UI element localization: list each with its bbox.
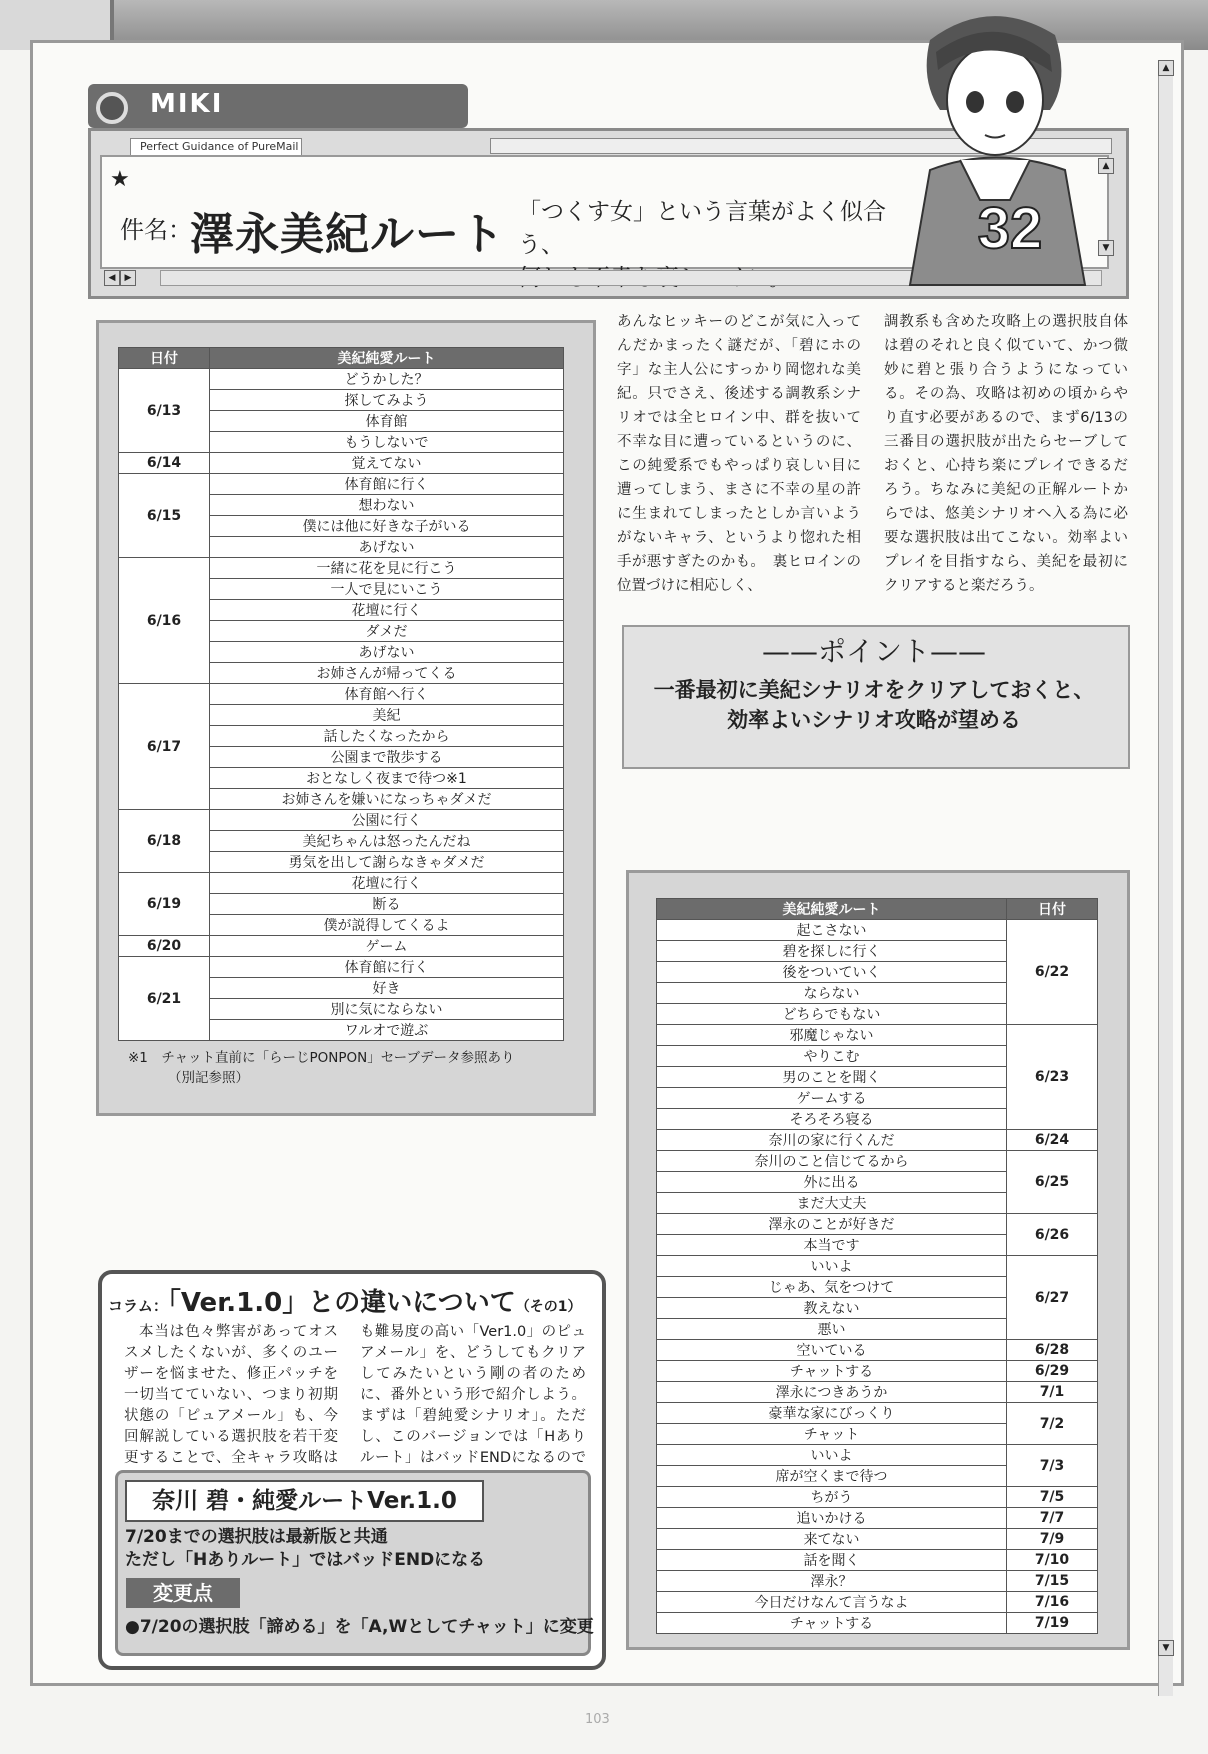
table-row xyxy=(657,1445,1098,1466)
tab-circle-icon xyxy=(96,92,128,124)
page-number: 103 xyxy=(585,1712,610,1727)
scroll-down-icon[interactable]: ▼ xyxy=(1158,1640,1174,1656)
choice-cell: 公園に行く xyxy=(210,810,564,831)
column-prefix: コラム： xyxy=(108,1297,168,1315)
choice-cell: 一緒に花を見に行こう xyxy=(210,558,564,579)
table-row xyxy=(657,1403,1098,1424)
table-row xyxy=(657,1151,1098,1172)
choice-cell: そろそろ寝る xyxy=(657,1109,1007,1130)
date-cell: 6/19 xyxy=(119,873,210,936)
choice-cell: 花壇に行く xyxy=(210,600,564,621)
date-cell: 6/17 xyxy=(119,684,210,810)
date-cell: 7/5 xyxy=(1007,1487,1098,1508)
point-line-1: 一番最初に美紀シナリオをクリアしておくと、 xyxy=(653,678,1095,702)
table-row xyxy=(119,957,564,978)
date-cell: 7/15 xyxy=(1007,1571,1098,1592)
table-row xyxy=(119,558,564,579)
choice-cell: 勇気を出して謝らなきゃダメだ xyxy=(210,852,564,873)
route-table-1 xyxy=(118,347,564,1041)
scroll-up-icon[interactable]: ▲ xyxy=(1158,60,1174,76)
table-row xyxy=(657,1592,1098,1613)
footnote-line-2: （別記参照） xyxy=(168,1070,249,1086)
table-row xyxy=(657,1361,1098,1382)
change-label: 変更点 xyxy=(126,1578,240,1608)
choice-cell: 今日だけなんて言うなよ xyxy=(657,1592,1007,1613)
table2-date-header: 日付 xyxy=(1007,899,1098,920)
table-row xyxy=(657,1487,1098,1508)
character-illustration xyxy=(870,0,1120,290)
choice-cell: 来てない xyxy=(657,1529,1007,1550)
choice-cell: 邪魔じゃない xyxy=(657,1025,1007,1046)
date-cell: 6/24 xyxy=(1007,1130,1098,1151)
star-icon: ★ xyxy=(110,167,130,192)
date-cell: 7/2 xyxy=(1007,1403,1098,1445)
choice-cell: 奈川の家に行くんだ xyxy=(657,1130,1007,1151)
choice-cell: 悪い xyxy=(657,1319,1007,1340)
choice-cell: 覚えてない xyxy=(210,453,564,474)
date-cell: 6/28 xyxy=(1007,1340,1098,1361)
choice-cell: 教えない xyxy=(657,1298,1007,1319)
date-cell: 6/18 xyxy=(119,810,210,873)
change-text: ●7/20の選択肢「諦める」を「A,Wとしてチャット」に変更 xyxy=(125,1617,594,1637)
date-cell: 6/15 xyxy=(119,474,210,558)
choice-cell: チャットする xyxy=(657,1361,1007,1382)
table-row xyxy=(657,1613,1098,1634)
choice-cell: 澤永につきあうか xyxy=(657,1382,1007,1403)
point-text xyxy=(622,675,1126,735)
choice-cell: 好き xyxy=(210,978,564,999)
point-line-2: 効率よいシナリオ攻略が望める xyxy=(727,708,1021,732)
header-scroll-up-icon[interactable]: ▲ xyxy=(1098,158,1114,174)
date-cell: 6/25 xyxy=(1007,1151,1098,1214)
column-text-right: も難易度の高い「Ver1.0」のピュアメール」を、どうしてもクリアしてみたいという剛の者のために、番外という形で紹介しよう。まずは「碧純愛シナリオ」。ただし、このバージョンでは「Hありルート」はバッドENDになるので xyxy=(360,1324,586,1466)
title-prefix: 件名： xyxy=(120,216,192,244)
column-suffix: （その1） xyxy=(515,1299,582,1315)
choice-cell: ならない xyxy=(657,983,1007,1004)
table-row xyxy=(657,1214,1098,1235)
date-cell: 6/14 xyxy=(119,453,210,474)
choice-cell: 外に出る xyxy=(657,1172,1007,1193)
table-row xyxy=(657,1571,1098,1592)
choice-cell: お姉さんが帰ってくる xyxy=(210,663,564,684)
date-cell: 7/16 xyxy=(1007,1592,1098,1613)
choice-cell: 追いかける xyxy=(657,1508,1007,1529)
date-cell: 6/27 xyxy=(1007,1256,1098,1340)
version-text xyxy=(125,1526,485,1572)
date-cell: 7/9 xyxy=(1007,1529,1098,1550)
choice-cell: あげない xyxy=(210,642,564,663)
choice-cell: 僕には他に好きな子がいる xyxy=(210,516,564,537)
table-row xyxy=(657,1256,1098,1277)
choice-cell: 花壇に行く xyxy=(210,873,564,894)
jersey-number: 32 xyxy=(977,196,1043,261)
choice-cell: 空いている xyxy=(657,1340,1007,1361)
choice-cell: 探してみよう xyxy=(210,390,564,411)
table-row xyxy=(657,1508,1098,1529)
table-row xyxy=(119,474,564,495)
choice-cell: 澤永？ xyxy=(657,1571,1007,1592)
choice-cell: チャットする xyxy=(657,1613,1007,1634)
choice-cell: 体育館 xyxy=(210,411,564,432)
column-text-left: 本当は色々弊害があってオススメしたくないが、多くのユーザーを悩ませた、修正パッチを一切当てていない、つまり初期状態の「ピュアメール」も、今回解説している選択肢を若干変更することで、全キャラ攻略は xyxy=(124,1324,338,1466)
date-cell: 6/21 xyxy=(119,957,210,1041)
footnote xyxy=(128,1048,515,1088)
tagline-line-1: 「つくす女」という言葉がよく似合う、 xyxy=(518,199,886,258)
version-line-2: ただし「Hありルート」ではバッドENDになる xyxy=(125,1550,486,1570)
choice-cell: じゃあ、気をつけて xyxy=(657,1277,1007,1298)
choice-cell: どうかした？ xyxy=(210,369,564,390)
choice-cell: 僕が説得してくるよ xyxy=(210,915,564,936)
choice-cell: 本当です xyxy=(657,1235,1007,1256)
choice-cell: 体育館に行く xyxy=(210,474,564,495)
route-table-2 xyxy=(656,898,1098,1634)
choice-cell: ちがう xyxy=(657,1487,1007,1508)
version-line-1: 7/20までの選択肢は最新版と共通 xyxy=(125,1527,388,1547)
choice-cell: やりこむ xyxy=(657,1046,1007,1067)
column-heading xyxy=(108,1282,581,1319)
date-cell: 7/10 xyxy=(1007,1550,1098,1571)
choice-cell: どちらでもない xyxy=(657,1004,1007,1025)
choice-cell: 話したくなったから xyxy=(210,726,564,747)
header-scroll-down-icon[interactable]: ▼ xyxy=(1098,240,1114,256)
choice-cell: 男のことを聞く xyxy=(657,1067,1007,1088)
choice-cell: ダメだ xyxy=(210,621,564,642)
point-title: ——ポイント—— xyxy=(761,635,986,668)
date-cell: 7/1 xyxy=(1007,1382,1098,1403)
choice-cell: 後をついていく xyxy=(657,962,1007,983)
date-cell: 6/13 xyxy=(119,369,210,453)
table-row xyxy=(657,1340,1098,1361)
body-text-col-1: あんなヒッキーのどこが気に入ってんだかまったく謎だが、「碧にホの字」な主人公にすっかり岡惚れな美紀。只でさえ、後述する調教系シナリオでは全ヒロイン中、群を抜いて不幸な目に遭っているというのに、この純愛系でもやっぱり哀しい目に遭ってしまう、まさに不幸の星の許に生まれてしまったとしか言いようがないキャラ、というより惚れた相手が悪すぎたのかも。 裏ヒロインの位置づけに相応しく、 xyxy=(617,314,861,594)
choice-cell: 公園まで散歩する xyxy=(210,747,564,768)
choice-cell: 美紀ちゃんは怒ったんだね xyxy=(210,831,564,852)
date-cell: 6/22 xyxy=(1007,920,1098,1025)
table-row xyxy=(657,1382,1098,1403)
choice-cell: あげない xyxy=(210,537,564,558)
date-cell: 6/16 xyxy=(119,558,210,684)
choice-cell: チャット xyxy=(657,1424,1007,1445)
sub-tag: Perfect Guidance of PureMail xyxy=(140,140,299,153)
choice-cell: 席が空くまで待つ xyxy=(657,1466,1007,1487)
date-cell: 6/26 xyxy=(1007,1214,1098,1256)
date-cell: 7/7 xyxy=(1007,1508,1098,1529)
choice-cell: 起こさない xyxy=(657,920,1007,941)
table-row xyxy=(657,1130,1098,1151)
choice-cell: 澤永のことが好きだ xyxy=(657,1214,1007,1235)
choice-cell: 想わない xyxy=(210,495,564,516)
date-cell: 7/19 xyxy=(1007,1613,1098,1634)
date-cell: 6/20 xyxy=(119,936,210,957)
choice-cell: おとなしく夜まで待つ※1 xyxy=(210,768,564,789)
version-title: 奈川 碧・純愛ルートVer.1.0 xyxy=(125,1480,484,1522)
page-title: 澤永美紀ルート xyxy=(190,209,505,260)
choice-cell: ゲームする xyxy=(657,1088,1007,1109)
choice-cell: いいよ xyxy=(657,1256,1007,1277)
table-row xyxy=(119,684,564,705)
table-row xyxy=(119,810,564,831)
choice-cell: 奈川のこと信じてるから xyxy=(657,1151,1007,1172)
table1-route-header: 美紀純愛ルート xyxy=(210,348,564,369)
table2-route-header: 美紀純愛ルート xyxy=(657,899,1007,920)
choice-cell: 話を聞く xyxy=(657,1550,1007,1571)
footnote-line-1: ※1 チャット直前に「らーじPONPON」セーブデータ参照あり xyxy=(128,1050,515,1066)
name-tag: MIKI xyxy=(150,89,224,119)
table1-date-header: 日付 xyxy=(119,348,210,369)
table-row xyxy=(657,1025,1098,1046)
table-row xyxy=(119,453,564,474)
table-row xyxy=(119,873,564,894)
choice-cell: 豪華な家にびっくり xyxy=(657,1403,1007,1424)
table-row xyxy=(657,1550,1098,1571)
body-text-col-2: 調教系も含めた攻略上の選択肢自体は碧のそれと良く似ていて、かつ微妙に碧と張り合うようになっている。その為、攻略は初めの頃からやり直す必要があるので、まず6/13の三番目の選択肢が出たらセーブしておくと、心持ち楽にプレイできるだろう。ちなみに美紀の正解ルートからでは、悠美シナリオへ入る為に必要な選択肢は出てこない。効率よいプレイを目指すなら、美紀を最初にクリアすると楽だろう。 xyxy=(884,314,1128,594)
date-cell: 6/29 xyxy=(1007,1361,1098,1382)
choice-cell: ワルオで遊ぶ xyxy=(210,1020,564,1041)
date-cell: 7/3 xyxy=(1007,1445,1098,1487)
choice-cell: まだ大丈夫 xyxy=(657,1193,1007,1214)
choice-cell: 断る xyxy=(210,894,564,915)
choice-cell: 体育館に行く xyxy=(210,957,564,978)
choice-cell: 一人で見にいこう xyxy=(210,579,564,600)
table-row xyxy=(657,1529,1098,1550)
column-title: 「Ver.1.0」との違いについて xyxy=(167,1288,516,1318)
window-scrollbar[interactable] xyxy=(1158,76,1173,1696)
choice-cell: もうしないで xyxy=(210,432,564,453)
header-scroll-right-icon[interactable]: ▶ xyxy=(120,270,136,286)
choice-cell: ゲーム xyxy=(210,936,564,957)
name-tab xyxy=(88,84,468,128)
date-cell: 6/23 xyxy=(1007,1025,1098,1130)
choice-cell: 体育館へ行く xyxy=(210,684,564,705)
table-row xyxy=(119,369,564,390)
choice-cell: 碧を探しに行く xyxy=(657,941,1007,962)
header-scroll-left-icon[interactable]: ◀ xyxy=(104,270,120,286)
choice-cell: 美紀 xyxy=(210,705,564,726)
choice-cell: いいよ xyxy=(657,1445,1007,1466)
choice-cell: 別に気にならない xyxy=(210,999,564,1020)
table-row xyxy=(119,936,564,957)
table-row xyxy=(657,920,1098,941)
choice-cell: お姉さんを嫌いになっちゃダメだ xyxy=(210,789,564,810)
